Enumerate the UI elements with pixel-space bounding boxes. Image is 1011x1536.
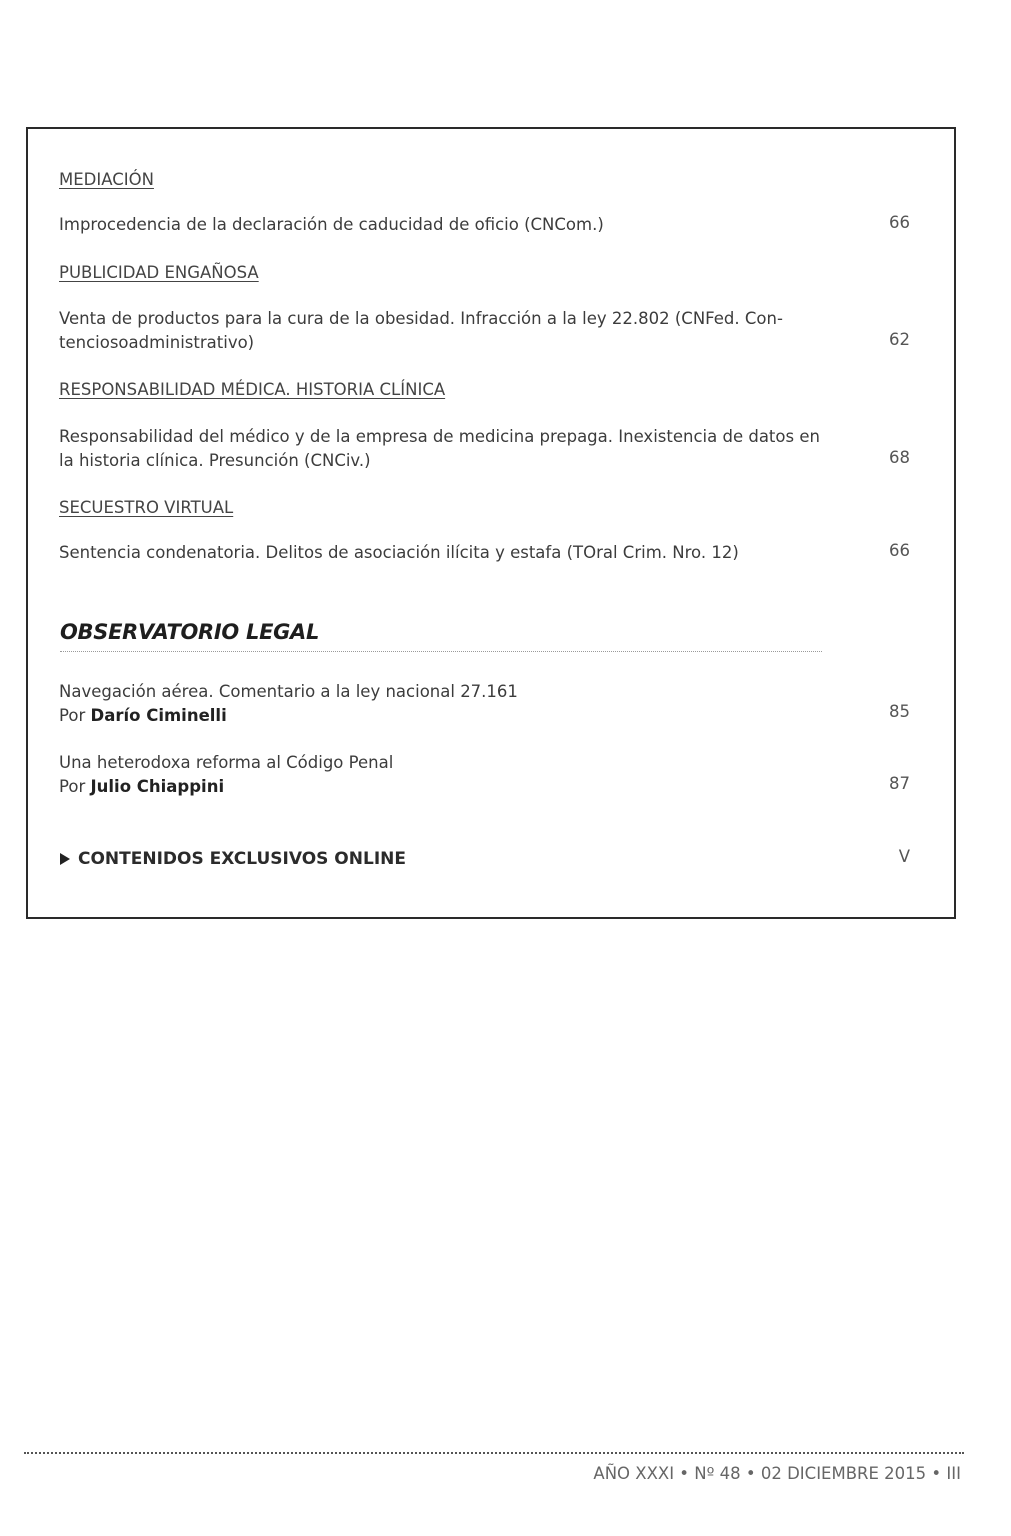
footer-dotted-rule xyxy=(24,1452,964,1454)
table-of-contents-box xyxy=(26,127,956,919)
author-name: Darío Ciminelli xyxy=(90,706,227,725)
toc-entry[interactable]: Venta de productos para la cura de la obesidad. Infracción a la ley 22.802 (CNFed. Con-tenciosoadministrativo) xyxy=(59,309,783,352)
online-content-link[interactable] xyxy=(60,849,406,869)
section-heading-secuestro[interactable]: SECUESTRO VIRTUAL xyxy=(59,498,234,517)
section-heading-responsabilidad[interactable]: RESPONSABILIDAD MÉDICA. HISTORIA CLÍNICA xyxy=(59,380,446,399)
section-heading-publicidad[interactable]: PUBLICIDAD ENGAÑOSA xyxy=(59,263,259,282)
article-title: Navegación aérea. Comentario a la ley nacional 27.161 xyxy=(59,682,518,701)
page-number: V xyxy=(898,847,910,866)
article-byline xyxy=(59,704,839,728)
author-name: Julio Chiappini xyxy=(90,777,225,796)
page-number: 85 xyxy=(889,702,910,721)
page-footer: AÑO XXXI • Nº 48 • 02 DICIEMBRE 2015 • III xyxy=(593,1464,961,1483)
page-number: 68 xyxy=(889,448,910,467)
page-number: 66 xyxy=(889,213,910,232)
article-title: Una heterodoxa reforma al Código Penal xyxy=(59,753,394,772)
article-byline xyxy=(59,775,839,799)
byline-prefix: Por xyxy=(59,706,86,725)
page-number: 62 xyxy=(889,330,910,349)
online-label: CONTENIDOS EXCLUSIVOS ONLINE xyxy=(78,849,406,869)
toc-entry[interactable]: Improcedencia de la declaración de caducidad de oficio (CNCom.) xyxy=(59,215,604,234)
observatorio-item[interactable] xyxy=(59,751,839,799)
observatorio-item[interactable] xyxy=(59,680,839,728)
toc-entry[interactable]: Sentencia condenatoria. Delitos de asociación ilícita y estafa (TOral Crim. Nro. 12) xyxy=(59,543,739,562)
section-heading-mediacion[interactable]: MEDIACIÓN xyxy=(59,170,154,189)
play-triangle-icon xyxy=(60,853,70,865)
page-number: 66 xyxy=(889,541,910,560)
observatorio-title: OBSERVATORIO LEGAL xyxy=(60,620,320,644)
page-number: 87 xyxy=(889,774,910,793)
toc-entry[interactable]: Responsabilidad del médico y de la empresa de medicina prepaga. Inexistencia de datos en la historia clínica. Presunción (CNCiv.) xyxy=(59,427,820,470)
byline-prefix: Por xyxy=(59,777,86,796)
dotted-divider xyxy=(60,651,822,652)
